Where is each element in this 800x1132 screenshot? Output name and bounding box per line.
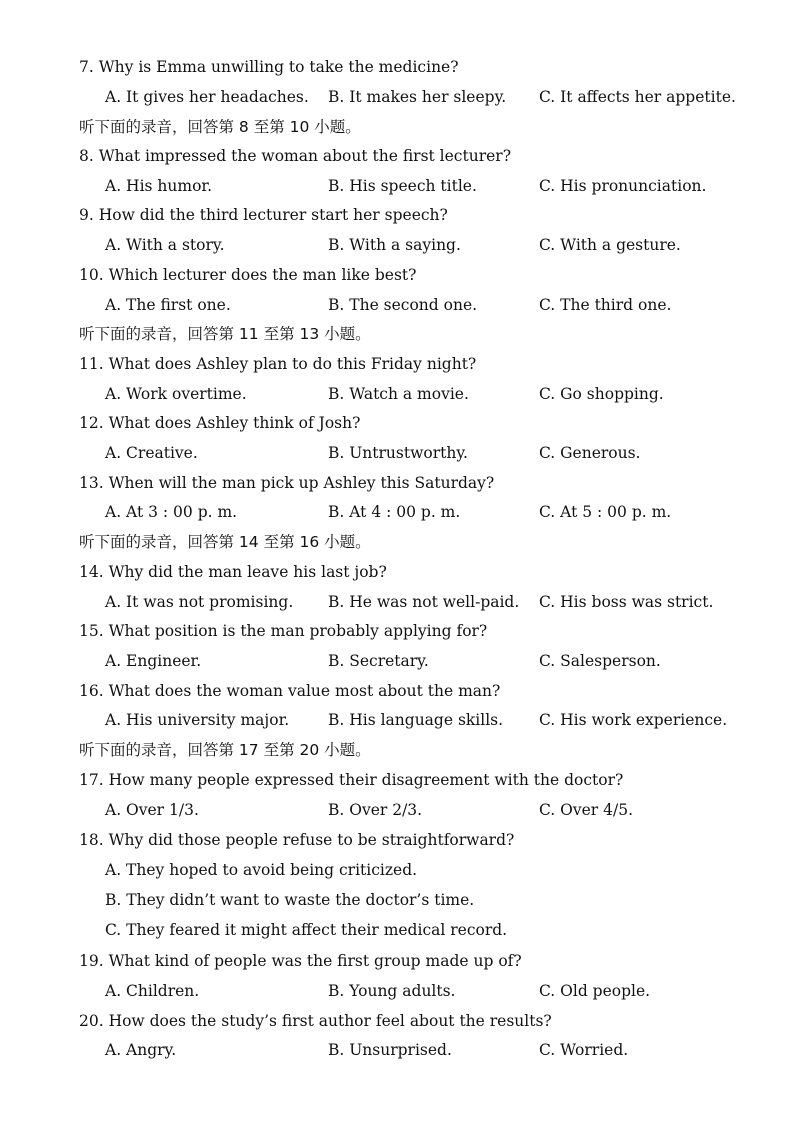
question-stem: 16. What does the woman value most about the man? [79, 682, 501, 700]
question-20-options [0, 1035, 800, 1065]
option-b: B. With a saying. [328, 236, 461, 254]
section-instruction [0, 319, 800, 349]
question-stem: 20. How does the study’s first author feel about the results? [79, 1012, 552, 1030]
option-a: A. Work overtime. [105, 385, 247, 403]
option-b: B. The second one. [328, 296, 478, 314]
question-15-options [0, 646, 800, 676]
question-stem: 11. What does Ashley plan to do this Friday night? [79, 355, 477, 373]
option-c: C. Go shopping. [539, 385, 664, 403]
question-9-options [0, 230, 800, 260]
question-10 [0, 260, 800, 290]
option-b: B. Over 2/3. [328, 801, 423, 819]
question-12-options [0, 438, 800, 468]
option-a: A. With a story. [105, 236, 225, 254]
question-8 [0, 141, 800, 171]
question-stem: 9. How did the third lecturer start her speech? [79, 206, 448, 224]
option-b: B. Young adults. [328, 982, 456, 1000]
option-b: B. His speech title. [328, 177, 477, 195]
question-8-options [0, 171, 800, 201]
question-11-options [0, 379, 800, 409]
question-17 [0, 765, 800, 795]
option-b: B. Untrustworthy. [328, 444, 468, 462]
question-13 [0, 468, 800, 498]
question-18-option-a [0, 855, 800, 885]
section-instruction [0, 527, 800, 557]
option-a: A. Children. [105, 982, 200, 1000]
option-c: C. His boss was strict. [539, 593, 714, 611]
option-a: A. It gives her headaches. [105, 88, 309, 106]
option-c: C. His pronunciation. [539, 177, 707, 195]
question-20 [0, 1006, 800, 1036]
section-instruction [0, 112, 800, 142]
option-a: A. At 3 : 00 p. m. [105, 503, 238, 521]
section-heading: 听下面的录音，回答第 8 至第 10 小题。 [79, 118, 361, 136]
question-stem: 14. Why did the man leave his last job? [79, 563, 387, 581]
question-stem: 18. Why did those people refuse to be straightforward? [79, 831, 515, 849]
question-stem: 10. Which lecturer does the man like best? [79, 266, 417, 284]
question-18-option-c [0, 915, 800, 945]
option-c: C. Over 4/5. [539, 801, 634, 819]
option-c: C. Salesperson. [539, 652, 661, 670]
question-16-options [0, 705, 800, 735]
option-c: C. Old people. [539, 982, 651, 1000]
option-a: A. It was not promising. [105, 593, 294, 611]
question-7 [0, 52, 800, 82]
section-heading: 听下面的录音，回答第 14 至第 16 小题。 [79, 533, 371, 551]
section-instruction [0, 735, 800, 765]
question-15 [0, 616, 800, 646]
option-b: B. He was not well-paid. [328, 593, 520, 611]
option-c: C. They feared it might affect their medical record. [105, 921, 508, 939]
option-c: C. Generous. [539, 444, 641, 462]
question-stem: 15. What position is the man probably applying for? [79, 622, 488, 640]
question-17-options [0, 795, 800, 825]
question-stem: 7. Why is Emma unwilling to take the medicine? [79, 58, 459, 76]
question-stem: 12. What does Ashley think of Josh? [79, 414, 361, 432]
option-b: B. Watch a movie. [328, 385, 469, 403]
question-10-options [0, 290, 800, 320]
question-14-options [0, 587, 800, 617]
option-c: C. It affects her appetite. [539, 88, 736, 106]
question-16 [0, 676, 800, 706]
question-12 [0, 408, 800, 438]
option-b: B. At 4 : 00 p. m. [328, 503, 461, 521]
option-a: A. They hoped to avoid being criticized. [105, 861, 418, 879]
question-stem: 19. What kind of people was the first group made up of? [79, 952, 522, 970]
option-a: A. The first one. [105, 296, 231, 314]
option-c: C. With a gesture. [539, 236, 681, 254]
option-a: A. Angry. [105, 1041, 177, 1059]
question-stem: 17. How many people expressed their disagreement with the doctor? [79, 771, 624, 789]
question-7-options [0, 82, 800, 112]
option-b: B. Secretary. [328, 652, 429, 670]
option-b: B. It makes her sleepy. [328, 88, 507, 106]
section-heading: 听下面的录音，回答第 17 至第 20 小题。 [79, 741, 371, 759]
section-heading: 听下面的录音，回答第 11 至第 13 小题。 [79, 325, 371, 343]
option-a: A. His university major. [105, 711, 290, 729]
option-c: C. Worried. [539, 1041, 629, 1059]
question-18 [0, 825, 800, 855]
question-13-options [0, 497, 800, 527]
option-a: A. Engineer. [105, 652, 202, 670]
option-b: B. His language skills. [328, 711, 504, 729]
question-18-option-b [0, 885, 800, 915]
question-stem: 13. When will the man pick up Ashley this Saturday? [79, 474, 495, 492]
option-a: A. His humor. [105, 177, 213, 195]
question-11 [0, 349, 800, 379]
option-c: C. The third one. [539, 296, 672, 314]
option-b: B. They didn’t want to waste the doctor’s time. [105, 891, 475, 909]
question-19 [0, 946, 800, 976]
option-c: C. His work experience. [539, 711, 728, 729]
option-a: A. Creative. [105, 444, 198, 462]
option-b: B. Unsurprised. [328, 1041, 452, 1059]
question-19-options [0, 976, 800, 1006]
question-stem: 8. What impressed the woman about the first lecturer? [79, 147, 512, 165]
option-a: A. Over 1/3. [105, 801, 199, 819]
question-14 [0, 557, 800, 587]
option-c: C. At 5 : 00 p. m. [539, 503, 672, 521]
question-9 [0, 200, 800, 230]
